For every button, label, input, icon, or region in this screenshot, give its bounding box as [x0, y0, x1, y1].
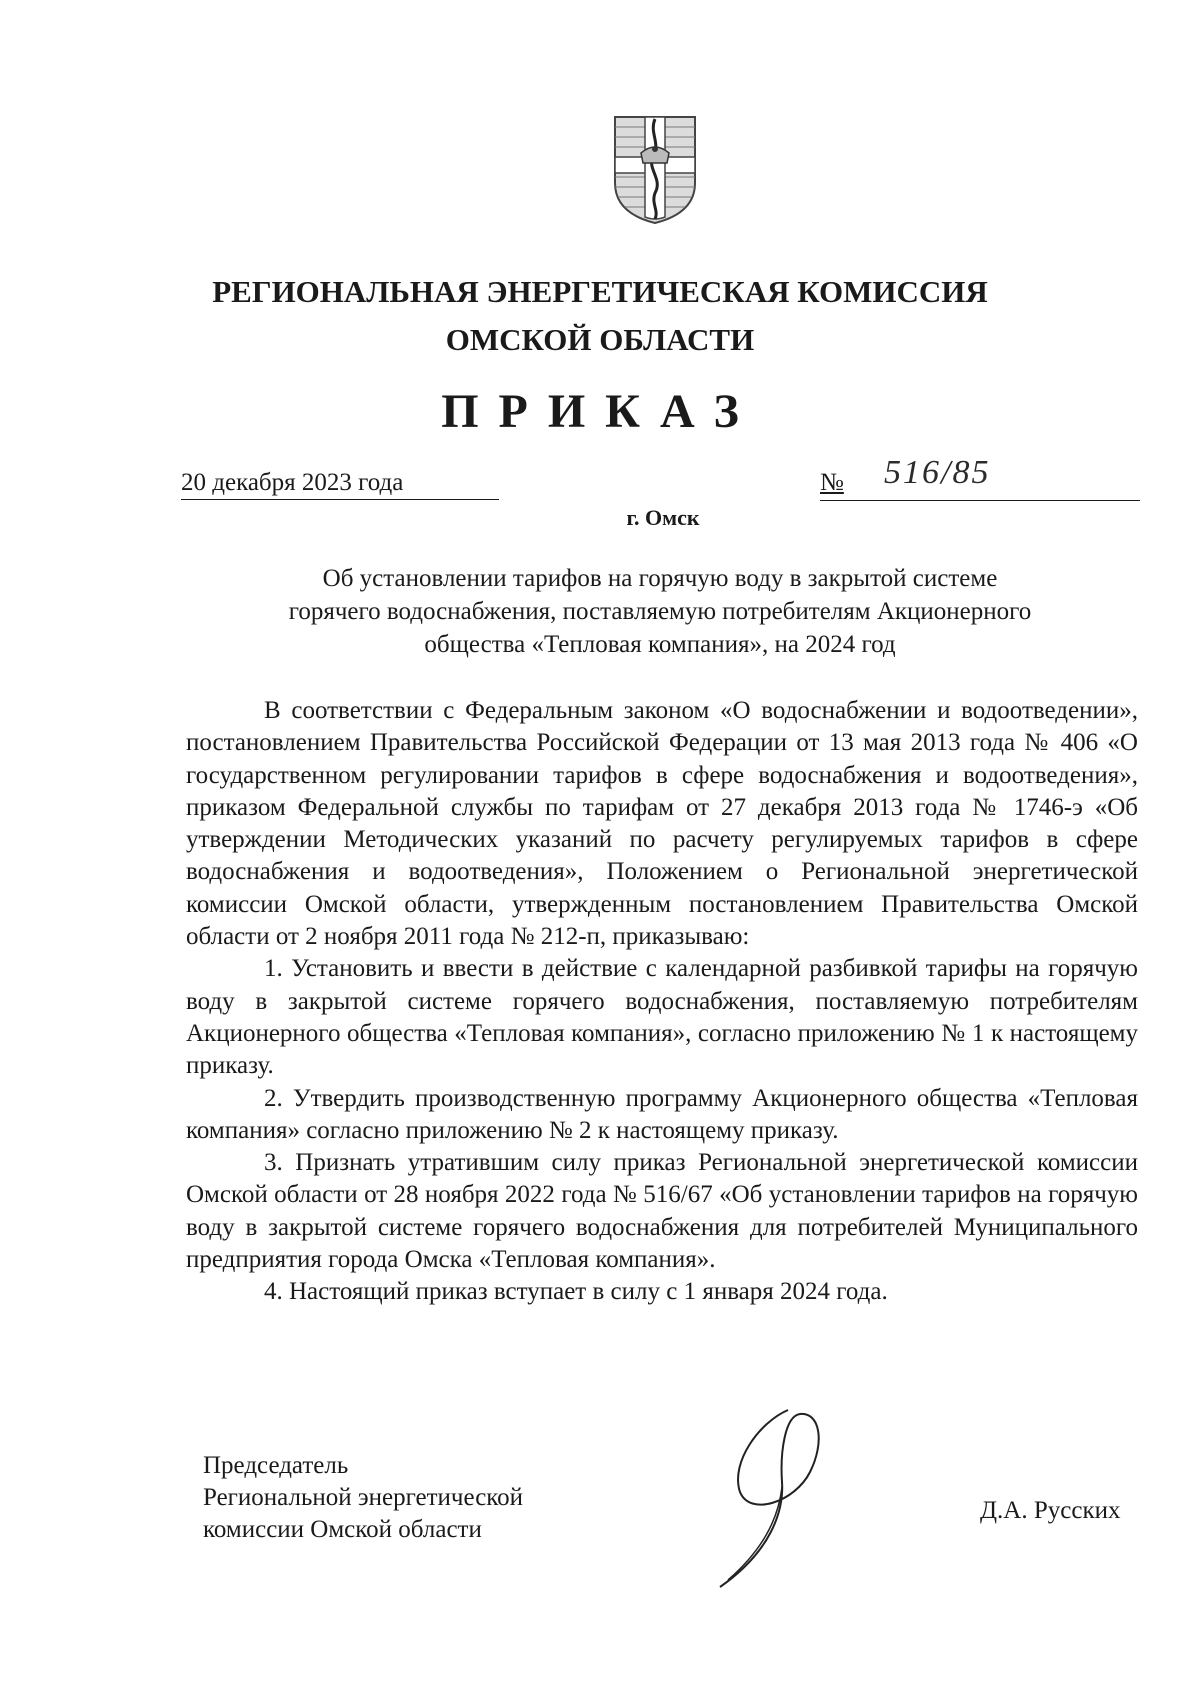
- order-item-2: 2. Утвердить производственную программу Акционерного общества «Тепловая компания» согласно приложению № 2 к настоящему приказу.: [186, 1084, 1138, 1144]
- document-date: 20 декабря 2023 года: [181, 469, 499, 500]
- subject-line1: Об установлении тарифов на горячую воду в закрытой системе: [322, 565, 998, 592]
- subject-line2: горячего водоснабжения, поставляемую потребителям Акционерного: [288, 598, 1032, 625]
- signatory-position: [203, 1450, 523, 1546]
- order-item-3: 3. Признать утратившим силу приказ Региональной энергетической комиссии Омской области от 28 ноября 2022 года № 516/67 «Об установлении тарифов на горячую воду в закрытой системе горячего водоснабжения для потребителей Муниципального предприятия города Омска «Тепловая компания».: [186, 1149, 1138, 1274]
- position-line2: Региональной энергетической: [203, 1484, 524, 1511]
- number-label: №: [820, 469, 844, 496]
- document-subject: [230, 562, 1090, 661]
- position-line3: комиссии Омской области: [203, 1516, 482, 1543]
- signatory-name: Д.А. Русских: [980, 1497, 1121, 1524]
- organization-name-line2: ОМСКОЙ ОБЛАСТИ: [445, 322, 755, 357]
- coat-of-arms-icon: [611, 113, 699, 225]
- document-number: [820, 454, 1140, 501]
- handwritten-signature-icon: [700, 1392, 860, 1592]
- document-body: [186, 695, 1138, 1309]
- position-line1: Председатель: [203, 1452, 349, 1479]
- city-label: г. Омск: [626, 505, 700, 530]
- order-item-4: 4. Настоящий приказ вступает в силу с 1 января 2024 года.: [264, 1278, 888, 1306]
- number-value-handwritten: 516/85: [884, 454, 991, 491]
- order-item-1: 1. Установить и ввести в действие с календарной разбивкой тарифы на горячую воду в закрытой системе горячего водоснабжения, поставляемую потребителям Акционерного общества «Тепловая компания», согласно приложению № 1 к настоящему приказу.: [186, 955, 1138, 1080]
- preamble-paragraph: В соответствии с Федеральным законом «О водоснабжении и водоотведении», постановлением Правительства Российской Федерации от 13 мая 2013 года № 406 «О государственном регулировании тарифов в сфере водоснабжения и водоотведения», приказом Федеральной службы по тарифам от 27 декабря 2013 года № 1746-э «Об утверждении Методических указаний по расчету регулируемых тарифов в сфере водоснабжения и водоотведения», Положением о Региональной энергетической комиссии Омской области, утвержденным постановлением Правительства Омской области от 2 ноября 2011 года № 212-п, приказываю:: [186, 697, 1138, 951]
- organization-name: [0, 268, 1200, 364]
- subject-line3: общества «Тепловая компания», на 2024 год: [424, 631, 896, 658]
- organization-name-line1: РЕГИОНАЛЬНАЯ ЭНЕРГЕТИЧЕСКАЯ КОМИССИЯ: [212, 274, 988, 309]
- document-type-title: ПРИКАЗ: [441, 385, 759, 438]
